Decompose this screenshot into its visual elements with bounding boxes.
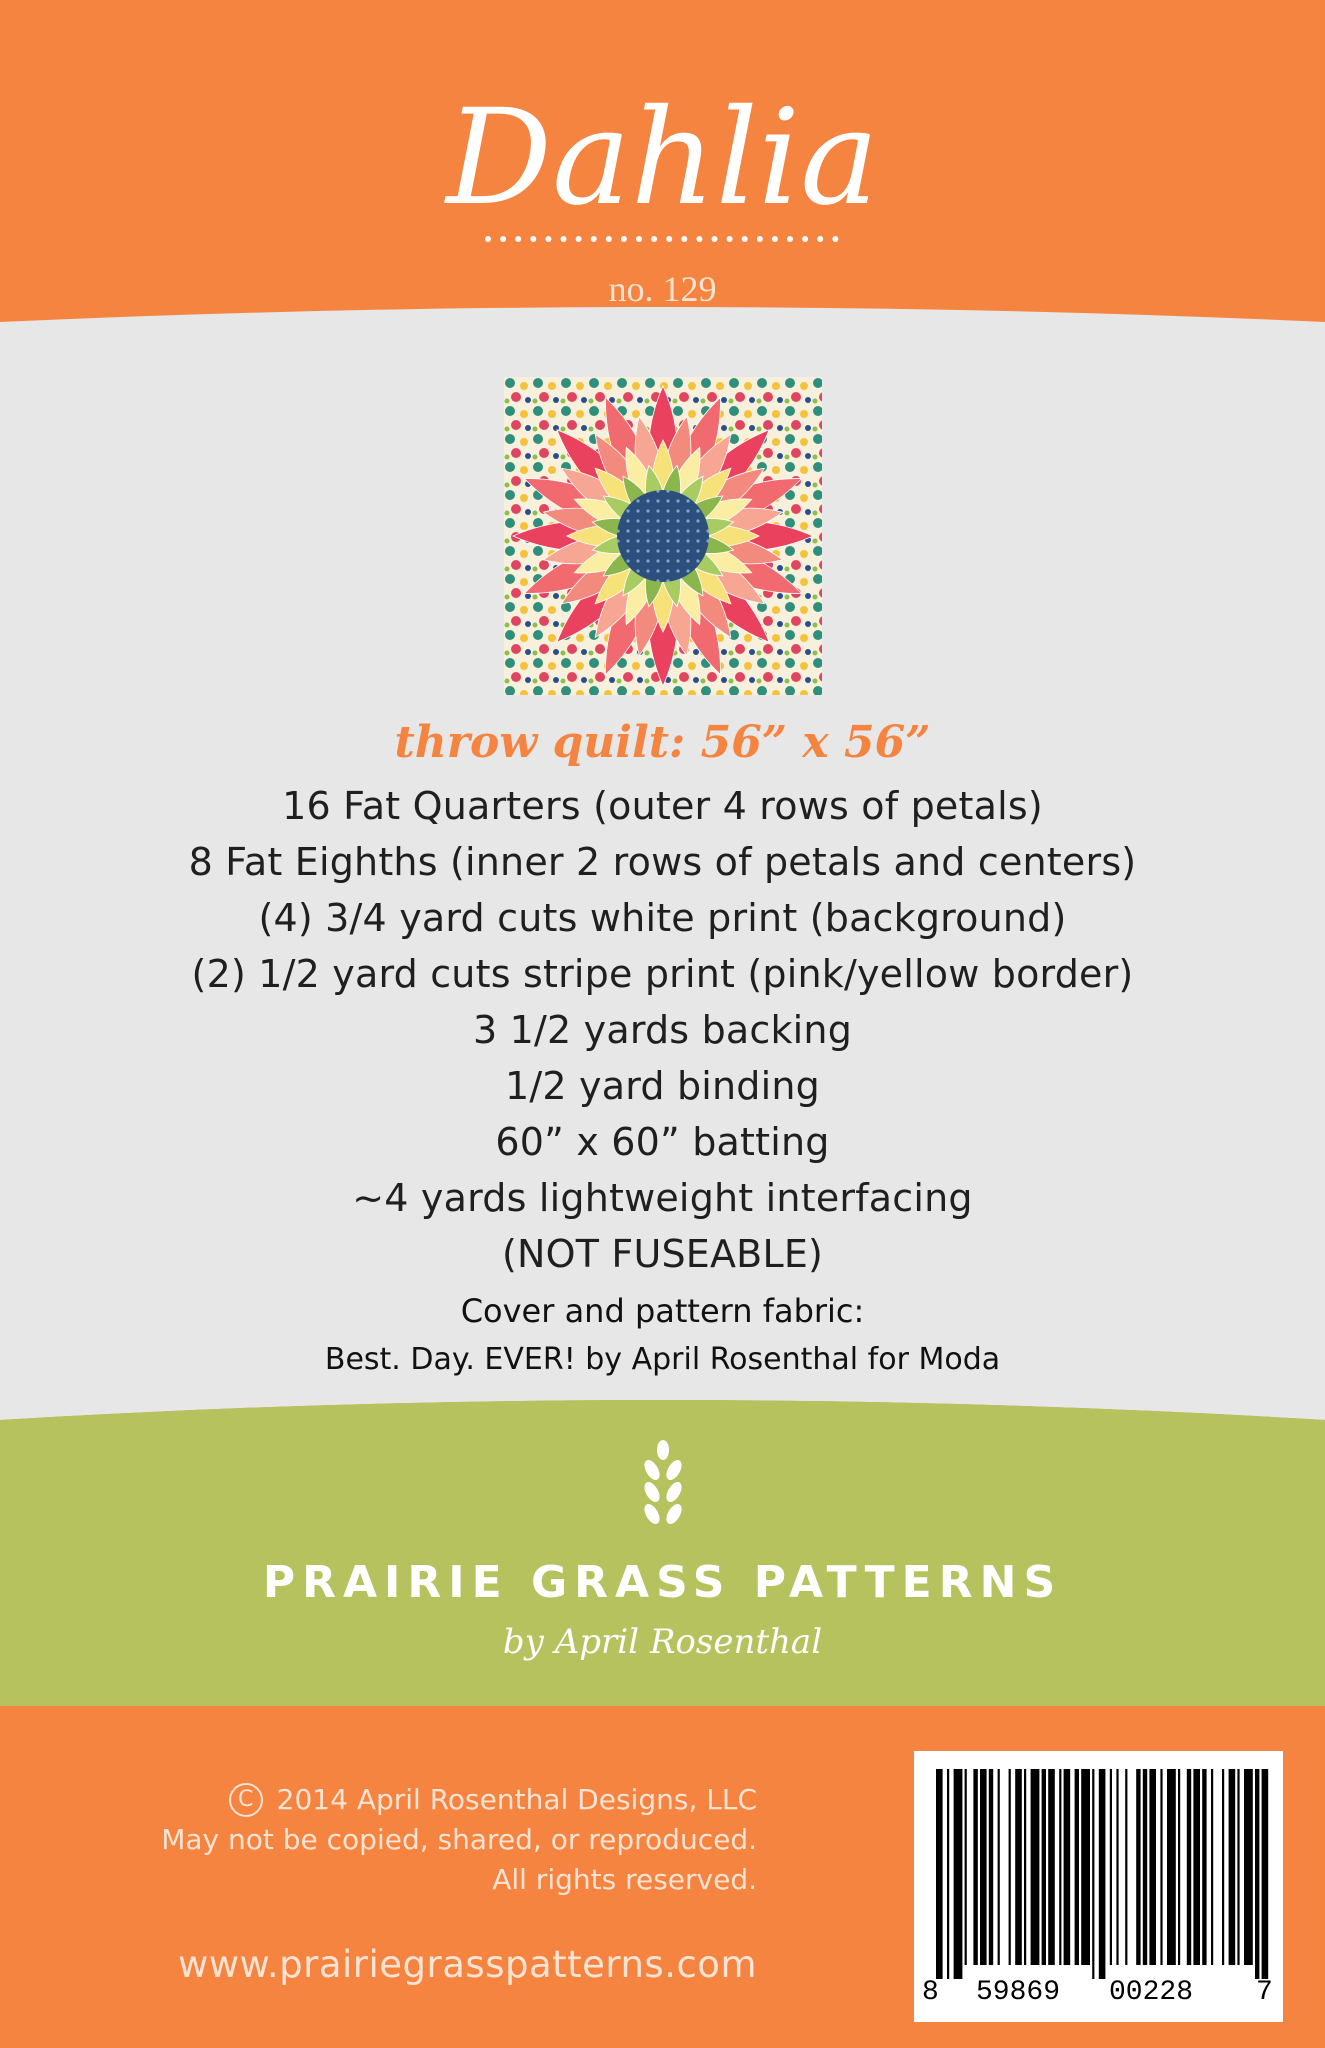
requirement-item: 1/2 yard binding	[504, 1064, 820, 1108]
barcode-digits	[914, 1977, 1283, 2017]
dahlia-quilt-image	[504, 377, 822, 695]
copyright-block	[161, 1780, 757, 1900]
pattern-number: no. 129	[608, 269, 717, 309]
requirement-item: 8 Fat Eighths (inner 2 rows of petals and centers)	[188, 840, 1137, 884]
requirement-item: ~4 yards lightweight interfacing	[352, 1176, 973, 1220]
title-dotted-rule	[482, 233, 844, 245]
copyright-icon: C	[229, 1783, 263, 1817]
rights-reserved: All rights reserved.	[492, 1863, 757, 1896]
barcode-digit-group: 8	[922, 1977, 939, 2008]
fabric-credit-line: Best. Day. EVER! by April Rosenthal for Moda	[324, 1342, 1001, 1377]
requirement-item: 16 Fat Quarters (outer 4 rows of petals)	[282, 784, 1043, 828]
wheat-icon	[636, 1440, 690, 1532]
brand-name: PRAIRIE GRASS PATTERNS	[262, 1557, 1063, 1608]
requirement-item: (2) 1/2 yard cuts stripe print (pink/yellow border)	[191, 952, 1134, 996]
requirement-item: 60” x 60” batting	[495, 1120, 830, 1164]
barcode-digit-group: 7	[1256, 1977, 1273, 2008]
barcode-digit-group: 59869	[976, 1977, 1061, 2008]
copyright-notice: May not be copied, shared, or reproduced.	[161, 1823, 757, 1856]
requirement-item: 3 1/2 yards backing	[472, 1008, 853, 1052]
fabric-requirements-list	[0, 778, 1325, 1282]
fabric-credit-title: Cover and pattern fabric:	[460, 1292, 865, 1330]
requirement-item: (4) 3/4 yard cuts white print (background)	[258, 896, 1067, 940]
barcode	[914, 1751, 1283, 2022]
website-link[interactable]: www.prairiegrasspatterns.com	[178, 1943, 757, 1986]
copyright-line: 2014 April Rosenthal Designs, LLC	[276, 1783, 757, 1816]
pattern-title: Dahlia	[446, 81, 879, 235]
brand-byline: by April Rosenthal	[502, 1622, 823, 1662]
quilt-size-heading: throw quilt: 56” x 56”	[394, 717, 931, 768]
requirement-item: (NOT FUSEABLE)	[501, 1232, 824, 1276]
barcode-digit-group: 00228	[1109, 1977, 1194, 2008]
